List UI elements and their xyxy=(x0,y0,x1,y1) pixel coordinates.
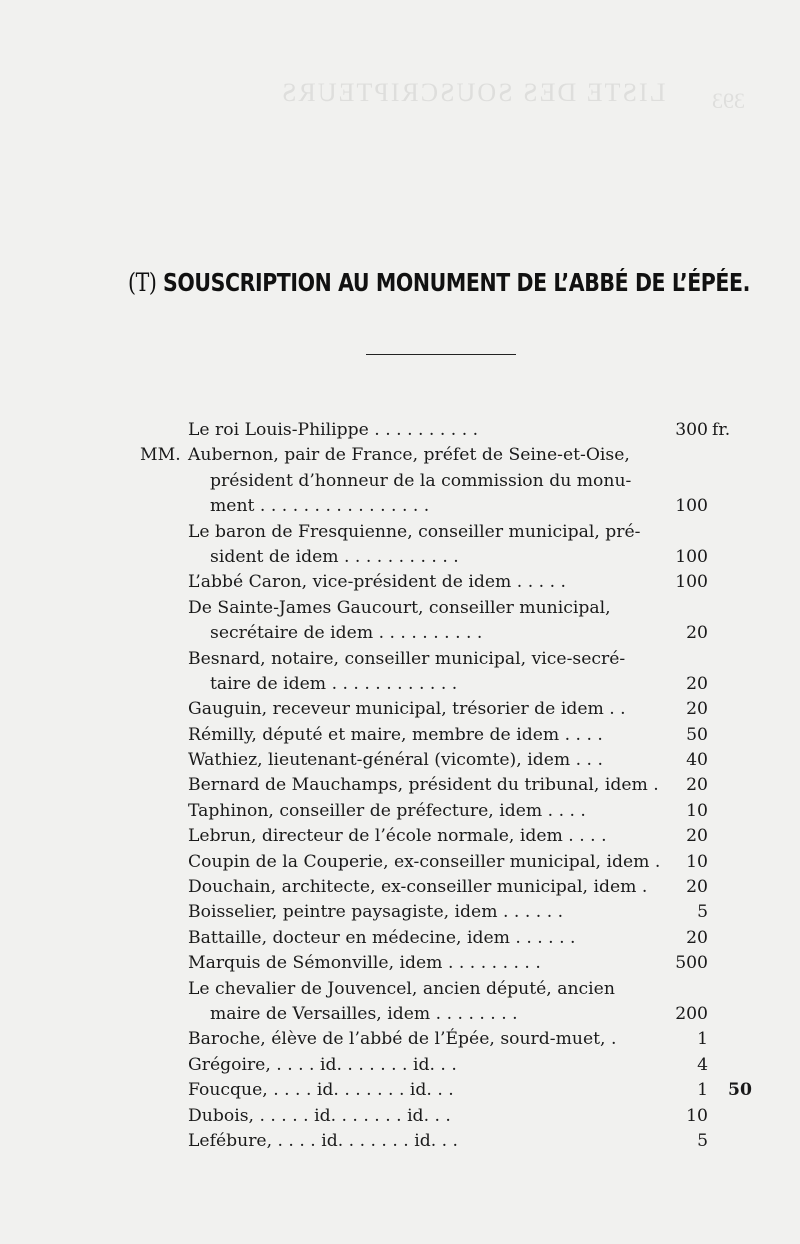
subscriber-text: secrétaire de idem . . . . . . . . . . xyxy=(210,623,483,644)
entry-line xyxy=(0,875,800,900)
amount: 10 xyxy=(686,851,708,872)
page-title xyxy=(128,268,750,297)
entry-line xyxy=(0,520,800,545)
entry-line xyxy=(0,647,800,672)
subscriber-text: Le chevalier de Jouvencel, ancien député, ancien xyxy=(188,978,615,999)
entry-line xyxy=(0,443,800,468)
amount: 5 xyxy=(697,902,708,923)
subscriber-text: taire de idem . . . . . . . . . . . . xyxy=(210,673,458,694)
entry-line xyxy=(0,1078,800,1103)
subscriber-text: ment . . . . . . . . . . . . . . . . xyxy=(210,496,430,517)
amount: 10 xyxy=(686,800,708,821)
entry-line xyxy=(0,773,800,798)
amount: 40 xyxy=(686,750,708,771)
subscriber-entry xyxy=(0,520,800,571)
amount: 20 xyxy=(686,775,708,796)
subscriber-entry xyxy=(0,1078,800,1103)
subscriber-text: Besnard, notaire, conseiller municipal, vice-secré- xyxy=(188,648,626,669)
amount: 50 xyxy=(686,724,708,745)
amount: 300 xyxy=(675,420,708,440)
subscriber-entry xyxy=(0,1104,800,1129)
subscriber-text: Lebrun, directeur de l’école normale, idem . . . . xyxy=(188,826,607,847)
entry-line xyxy=(0,1027,800,1052)
entry-line xyxy=(0,850,800,875)
amount: 4 xyxy=(697,1054,708,1075)
amount: 1 xyxy=(697,1080,708,1101)
subscriber-entry xyxy=(0,951,800,976)
title-text: SOUSCRIPTION AU MONUMENT DE L’ABBÉ DE L’ÉPÉE. xyxy=(163,268,750,297)
amount: 10 xyxy=(686,1105,708,1126)
subscriber-text: Coupin de la Couperie, ex-conseiller municipal, idem . xyxy=(188,851,661,872)
amount: 100 xyxy=(675,496,708,517)
entry-line xyxy=(0,900,800,925)
subscriber-entry xyxy=(0,875,800,900)
subscriber-text: Baroche, élève de l’abbé de l’Épée, sourd-muet, . xyxy=(188,1029,617,1050)
subscriber-text: Douchain, architecte, ex-conseiller municipal, idem . xyxy=(188,877,648,898)
subscriber-entry xyxy=(0,773,800,798)
subscriber-text: Boisselier, peintre paysagiste, idem . . . . . . xyxy=(188,902,564,923)
amount: 20 xyxy=(686,826,708,847)
subscriber-text: Aubernon, pair de France, préfet de Seine-et-Oise, xyxy=(188,445,630,466)
subscriber-entry xyxy=(0,850,800,875)
subscriber-text: maire de Versailles, idem . . . . . . . . xyxy=(210,1003,518,1024)
subscriber-entry xyxy=(0,748,800,773)
amount: 20 xyxy=(686,623,708,644)
entry-line xyxy=(0,494,800,519)
entry-line xyxy=(0,545,800,570)
subscriber-entry xyxy=(0,570,800,595)
subscriber-entry xyxy=(0,977,800,1028)
entry-line xyxy=(0,1104,800,1129)
subscriber-text: président d’honneur de la commission du monu- xyxy=(210,470,632,491)
entry-line xyxy=(0,723,800,748)
subscriber-entry xyxy=(0,900,800,925)
subscriber-text: Le roi Louis-Philippe . . . . . . . . . . xyxy=(188,420,479,440)
entry-line xyxy=(0,1002,800,1027)
subscriber-entry xyxy=(0,1129,800,1154)
entry-line xyxy=(0,1129,800,1154)
amount: 20 xyxy=(686,877,708,898)
subscriber-text: L’abbé Caron, vice-président de idem . . . . . xyxy=(188,572,566,593)
entry-line xyxy=(0,469,800,494)
subscriber-entry xyxy=(0,418,800,443)
entry-line xyxy=(0,596,800,621)
subscriber-text: Lefébure, . . . . id. . . . . . . id. . . xyxy=(188,1130,459,1151)
amount: 100 xyxy=(675,572,708,593)
amount: 20 xyxy=(686,699,708,720)
bleed-through-header: LISTE DES SOUSCRIPTEURS xyxy=(280,78,666,107)
subscriber-text: Wathiez, lieutenant-général (vicomte), idem . . . xyxy=(188,750,603,771)
currency-unit: fr. xyxy=(712,420,731,440)
amount: 1 xyxy=(697,1029,708,1050)
subscriber-entry xyxy=(0,926,800,951)
entry-line xyxy=(0,418,800,443)
subscriber-entry xyxy=(0,1053,800,1078)
subscriber-entry xyxy=(0,697,800,722)
entry-line xyxy=(0,1053,800,1078)
subscriber-text: sident de idem . . . . . . . . . . . xyxy=(210,546,459,567)
entry-line xyxy=(0,926,800,951)
subscriber-entry xyxy=(0,799,800,824)
amount: 100 xyxy=(675,546,708,567)
subscriber-entry xyxy=(0,1027,800,1052)
entry-line xyxy=(0,672,800,697)
subscriber-entry xyxy=(0,596,800,647)
entry-line xyxy=(0,748,800,773)
amount: 20 xyxy=(686,927,708,948)
entry-line xyxy=(0,824,800,849)
amount-fraction: 50 xyxy=(728,1080,752,1101)
entry-line xyxy=(0,951,800,976)
subscriber-text: Marquis de Sémonville, idem . . . . . . . . . xyxy=(188,953,541,974)
amount: 500 xyxy=(675,953,708,974)
subscriber-entry xyxy=(0,443,800,519)
subscriber-text: Taphinon, conseiller de préfecture, idem . . . . xyxy=(188,800,586,821)
amount: 20 xyxy=(686,673,708,694)
subscriber-text: Battaille, docteur en médecine, idem . . . . . . xyxy=(188,927,576,948)
subscriber-text: Grégoire, . . . . id. . . . . . . id. . . xyxy=(188,1054,457,1075)
bleed-through-page-number: 393 xyxy=(712,88,745,113)
subscriber-text: Bernard de Mauchamps, président du tribunal, idem . xyxy=(188,775,659,796)
entry-line xyxy=(0,621,800,646)
subscriber-text: Gauguin, receveur municipal, trésorier de idem . . xyxy=(188,699,626,720)
subscription-list xyxy=(0,418,800,1154)
entry-line xyxy=(0,977,800,1002)
subscriber-text: Dubois, . . . . . id. . . . . . . id. . . xyxy=(188,1105,451,1126)
amount: 5 xyxy=(697,1130,708,1151)
subscriber-text: Foucque, . . . . id. . . . . . . id. . . xyxy=(188,1080,454,1101)
subscriber-text: Le baron de Fresquienne, conseiller municipal, pré- xyxy=(188,521,641,542)
subscriber-text: Rémilly, député et maire, membre de idem . . . . xyxy=(188,724,603,745)
subscriber-entry xyxy=(0,647,800,698)
entry-line xyxy=(0,799,800,824)
entry-line xyxy=(0,570,800,595)
honorific-prefix: MM. xyxy=(140,445,181,466)
subscriber-entry xyxy=(0,824,800,849)
amount: 200 xyxy=(675,1003,708,1024)
title-rule xyxy=(366,354,516,355)
title-tag: (T) xyxy=(128,268,157,297)
entry-line xyxy=(0,697,800,722)
subscriber-entry xyxy=(0,723,800,748)
subscriber-text: De Sainte-James Gaucourt, conseiller municipal, xyxy=(188,597,611,618)
